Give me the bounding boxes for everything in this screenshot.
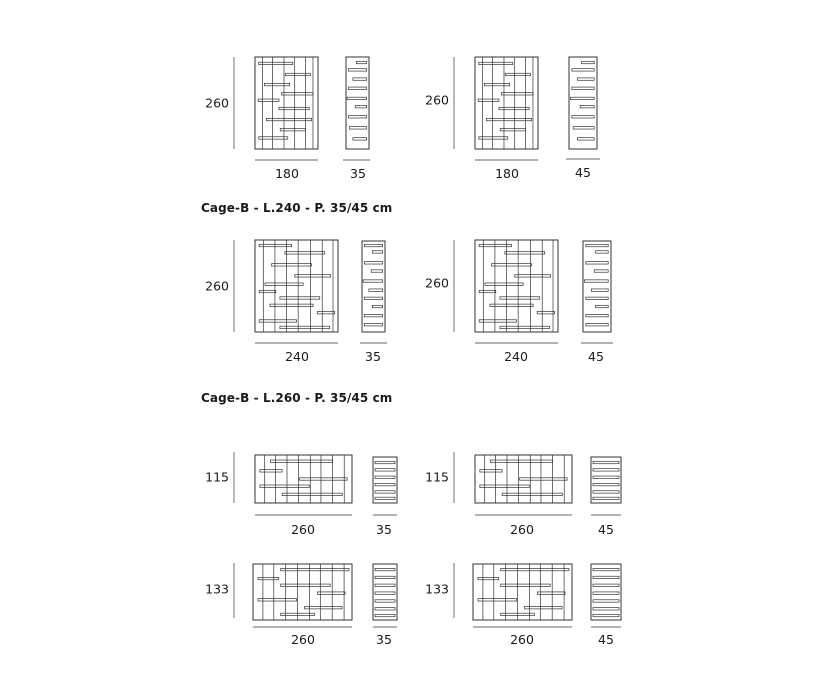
shelf	[485, 283, 523, 285]
shelf	[505, 252, 545, 254]
shelf	[502, 493, 562, 495]
side-shelf	[593, 469, 619, 471]
side-shelf	[572, 69, 594, 71]
side-shelf	[593, 592, 619, 594]
side-shelf	[375, 491, 395, 493]
side-shelf	[364, 262, 382, 264]
side-shelf	[582, 61, 595, 63]
side-shelf	[596, 251, 609, 253]
shelf	[479, 137, 508, 139]
side-shelf	[349, 127, 366, 129]
side-shelf	[356, 61, 366, 63]
side-shelf	[375, 469, 395, 471]
side-shelf	[375, 592, 395, 594]
shelf	[480, 485, 529, 487]
shelf	[520, 478, 568, 480]
side-shelf	[593, 491, 619, 493]
side-shelf	[375, 476, 395, 478]
side-shelf	[375, 600, 395, 602]
side-shelf	[591, 289, 608, 291]
shelf	[282, 493, 342, 495]
depth-label: 45	[598, 632, 614, 647]
side-shelf	[353, 78, 367, 80]
shelf	[479, 62, 513, 64]
depth-label: 35	[376, 522, 392, 537]
shelf	[317, 311, 334, 313]
depth-label: 45	[588, 349, 604, 364]
shelf	[259, 137, 288, 139]
side-shelf	[586, 324, 608, 326]
shelf	[501, 93, 532, 95]
side-shelf	[371, 270, 383, 272]
shelf	[285, 73, 310, 75]
height-label: 133	[425, 581, 449, 597]
side-shelf	[375, 497, 395, 499]
shelf	[260, 470, 282, 472]
shelf	[258, 599, 297, 601]
shelf	[266, 118, 311, 120]
shelf	[258, 99, 279, 101]
depth-label: 45	[598, 522, 614, 537]
side-shelf	[593, 608, 619, 610]
side-shelf	[375, 461, 395, 463]
side-shelf	[586, 244, 608, 246]
width-label: 180	[275, 166, 299, 181]
shelf	[499, 107, 529, 109]
shelf	[478, 99, 499, 101]
side-shelf	[375, 584, 395, 586]
shelf	[272, 264, 312, 266]
width-label: 240	[504, 349, 528, 364]
side-shelf	[372, 305, 382, 307]
shelf	[258, 577, 279, 579]
side-shelf	[586, 262, 608, 264]
side-shelf	[363, 280, 383, 282]
depth-label: 35	[350, 166, 366, 181]
side-shelf	[593, 497, 619, 499]
cabinet-side-frame	[362, 241, 385, 332]
shelf	[285, 252, 325, 254]
shelf	[486, 118, 531, 120]
side-shelf	[572, 116, 594, 118]
side-shelf	[375, 483, 395, 485]
shelf	[264, 83, 289, 85]
side-shelf	[369, 289, 383, 291]
width-label: 260	[510, 522, 534, 537]
depth-label: 35	[376, 632, 392, 647]
side-shelf	[593, 600, 619, 602]
side-shelf	[353, 138, 367, 140]
shelf	[259, 320, 296, 322]
shelf	[505, 73, 530, 75]
side-shelf	[375, 568, 395, 570]
shelf	[478, 599, 517, 601]
section-heading-l240: Cage-B - L.240 - P. 35/45 cm	[201, 201, 393, 215]
side-shelf	[364, 244, 382, 246]
shelf	[480, 470, 502, 472]
height-label: 115	[205, 469, 229, 485]
side-shelf	[586, 297, 608, 299]
side-shelf	[593, 461, 619, 463]
shelf	[279, 107, 309, 109]
shelf	[259, 290, 276, 292]
shelf	[479, 290, 496, 292]
shelf	[501, 568, 569, 570]
cabinet-side-frame	[583, 241, 611, 332]
side-shelf	[364, 297, 382, 299]
shelf	[478, 577, 499, 579]
shelf	[271, 460, 333, 462]
height-label: 260	[425, 275, 449, 291]
side-shelf	[573, 127, 594, 129]
side-shelf	[355, 105, 367, 107]
side-shelf	[375, 608, 395, 610]
depth-label: 45	[575, 165, 591, 180]
height-label: 260	[205, 278, 229, 294]
shelf	[537, 592, 565, 594]
shelf	[281, 568, 349, 570]
shelf	[515, 275, 551, 277]
shelf	[300, 478, 348, 480]
shelf	[484, 83, 509, 85]
shelf	[295, 275, 331, 277]
height-label: 260	[425, 92, 449, 108]
cabinet-front-frame	[475, 57, 538, 149]
side-shelf	[584, 280, 608, 282]
shelf	[501, 584, 550, 586]
shelf	[479, 320, 516, 322]
side-shelf	[348, 87, 366, 89]
side-shelf	[593, 584, 619, 586]
shelf	[259, 62, 293, 64]
side-shelf	[580, 105, 594, 107]
height-label: 115	[425, 469, 449, 485]
width-label: 260	[291, 632, 315, 647]
side-shelf	[348, 116, 366, 118]
side-shelf	[593, 568, 619, 570]
shelf	[491, 460, 553, 462]
shelf	[490, 304, 533, 306]
cabinet-front-frame	[255, 57, 318, 149]
shelf	[524, 606, 562, 608]
shelf	[270, 304, 313, 306]
side-shelf	[375, 614, 395, 616]
side-shelf	[577, 138, 594, 140]
side-shelf	[593, 614, 619, 616]
width-label: 180	[495, 166, 519, 181]
depth-label: 35	[365, 349, 381, 364]
side-shelf	[570, 97, 594, 99]
shelf	[304, 606, 342, 608]
side-shelf	[586, 314, 608, 316]
side-shelf	[593, 476, 619, 478]
side-shelf	[596, 305, 609, 307]
shelf	[281, 584, 331, 586]
side-shelf	[372, 251, 382, 253]
shelf	[265, 283, 303, 285]
width-label: 260	[510, 632, 534, 647]
height-label: 133	[205, 581, 229, 597]
side-shelf	[364, 314, 382, 316]
side-shelf	[593, 576, 619, 578]
shelf	[537, 311, 554, 313]
side-shelf	[577, 78, 594, 80]
section-heading-l260: Cage-B - L.260 - P. 35/45 cm	[201, 391, 393, 405]
side-shelf	[347, 97, 367, 99]
side-shelf	[594, 270, 608, 272]
height-label: 260	[205, 95, 229, 111]
shelf	[492, 264, 532, 266]
shelf	[281, 93, 313, 95]
side-shelf	[348, 69, 366, 71]
shelf	[280, 297, 320, 299]
side-shelf	[593, 483, 619, 485]
width-label: 260	[291, 522, 315, 537]
shelf	[500, 297, 540, 299]
side-shelf	[572, 87, 594, 89]
shelf	[317, 592, 345, 594]
shelf	[260, 485, 309, 487]
width-label: 240	[285, 349, 309, 364]
side-shelf	[364, 324, 382, 326]
side-shelf	[375, 576, 395, 578]
